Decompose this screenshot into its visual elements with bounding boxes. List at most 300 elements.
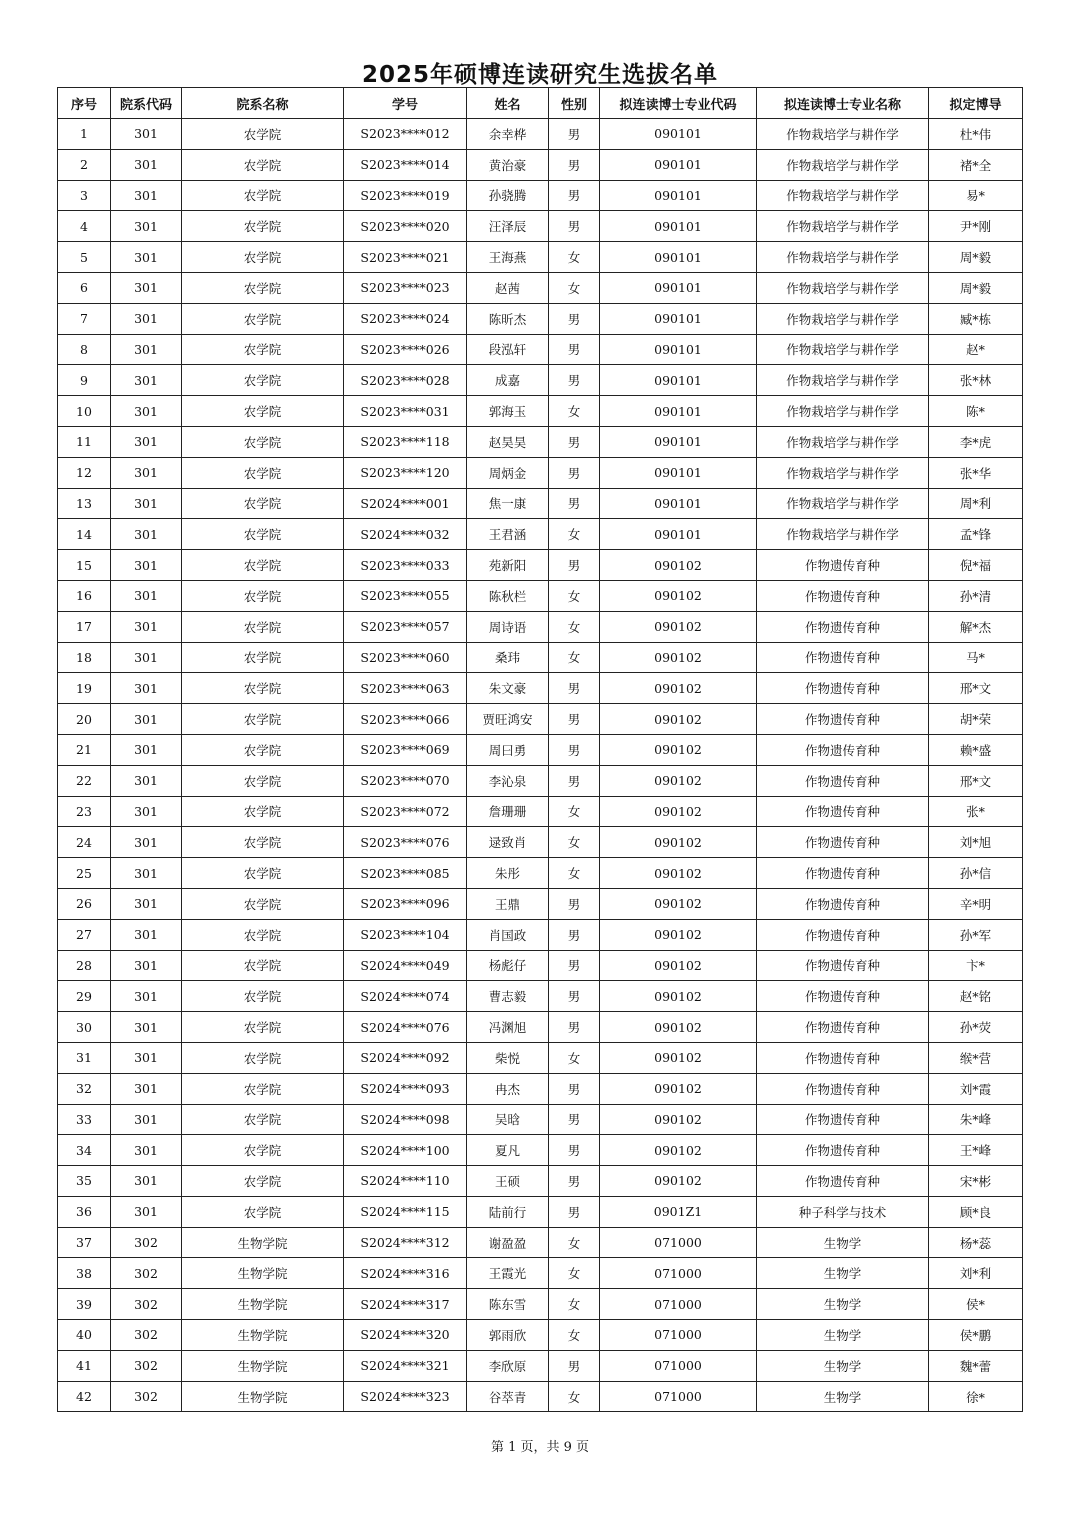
col-major-name-cell: 作物遗传育种: [757, 580, 929, 611]
col-index-cell: 29: [58, 981, 111, 1012]
col-supervisor-cell: 侯*: [929, 1289, 1023, 1320]
col-gender-cell: 男: [549, 149, 600, 180]
col-dept-code-cell: 301: [111, 1166, 182, 1197]
table-row: [58, 1381, 1023, 1412]
col-index-cell: 17: [58, 611, 111, 642]
col-gender-cell: 男: [549, 950, 600, 981]
col-index-cell: 34: [58, 1135, 111, 1166]
col-gender-cell: 男: [549, 981, 600, 1012]
col-name-cell: 陈秋栏: [467, 580, 549, 611]
col-major-name-cell: 作物遗传育种: [757, 550, 929, 581]
col-dept-code-cell: 301: [111, 858, 182, 889]
table-row: [58, 888, 1023, 919]
col-major-name-cell: 作物遗传育种: [757, 611, 929, 642]
col-dept-code-cell: 301: [111, 827, 182, 858]
col-major-code-cell: 090102: [600, 796, 757, 827]
col-student-id-cell: S2023****057: [344, 611, 467, 642]
col-supervisor-cell: 张*: [929, 796, 1023, 827]
col-dept-name-cell: 农学院: [182, 950, 344, 981]
col-dept-name-cell: 农学院: [182, 1166, 344, 1197]
col-dept-name-cell: 农学院: [182, 396, 344, 427]
table-row: [58, 981, 1023, 1012]
col-student-id-cell: S2023****012: [344, 119, 467, 150]
col-major-name-cell: 作物遗传育种: [757, 796, 929, 827]
table-row: [58, 1166, 1023, 1197]
col-major-code-cell: 090102: [600, 1104, 757, 1135]
col-index-cell: 31: [58, 1042, 111, 1073]
col-dept-code-cell: 301: [111, 1042, 182, 1073]
col-gender-cell: 男: [549, 365, 600, 396]
col-index-cell: 16: [58, 580, 111, 611]
col-supervisor-cell: 孙*清: [929, 580, 1023, 611]
col-dept-code-cell: 301: [111, 642, 182, 673]
col-dept-code-cell: 301: [111, 765, 182, 796]
col-major-code-cell: 090102: [600, 550, 757, 581]
col-student-id-cell: S2024****320: [344, 1320, 467, 1351]
col-major-name-cell: 作物栽培学与耕作学: [757, 457, 929, 488]
col-major-name-cell: 作物栽培学与耕作学: [757, 396, 929, 427]
col-index-cell: 33: [58, 1104, 111, 1135]
col-major-name-cell: 作物栽培学与耕作学: [757, 242, 929, 273]
col-index-cell: 41: [58, 1350, 111, 1381]
col-student-id-cell: S2023****104: [344, 919, 467, 950]
col-major-name-cell: 作物遗传育种: [757, 919, 929, 950]
col-dept-name-cell: 农学院: [182, 1012, 344, 1043]
col-name-cell: 朱彤: [467, 858, 549, 889]
col-supervisor-cell: 臧*栋: [929, 303, 1023, 334]
col-major-name-cell: 作物栽培学与耕作学: [757, 119, 929, 150]
table-row: [58, 704, 1023, 735]
col-index-cell: 6: [58, 272, 111, 303]
col-dept-code-cell: 302: [111, 1258, 182, 1289]
col-gender-cell: 男: [549, 550, 600, 581]
col-dept-code-cell: 301: [111, 1012, 182, 1043]
col-name-cell: 赵昊昊: [467, 426, 549, 457]
col-dept-name-cell: 农学院: [182, 858, 344, 889]
col-dept-code-cell: 302: [111, 1350, 182, 1381]
col-dept-name-cell: 农学院: [182, 796, 344, 827]
col-index-cell: 27: [58, 919, 111, 950]
col-dept-name-cell: 农学院: [182, 642, 344, 673]
col-supervisor-cell: 邢*文: [929, 765, 1023, 796]
col-gender-cell: 男: [549, 1166, 600, 1197]
table-row: [58, 642, 1023, 673]
col-major-code-cell: 090102: [600, 827, 757, 858]
col-index-cell: 38: [58, 1258, 111, 1289]
col-dept-code-cell: 301: [111, 272, 182, 303]
col-supervisor-cell: 易*: [929, 180, 1023, 211]
col-dept-name-cell: 农学院: [182, 119, 344, 150]
col-index-cell: 19: [58, 673, 111, 704]
col-supervisor-cell: 倪*福: [929, 550, 1023, 581]
col-dept-name-cell: 农学院: [182, 180, 344, 211]
col-name-cell: 陆前行: [467, 1196, 549, 1227]
col-major-code-cell: 090102: [600, 580, 757, 611]
col-name-cell: 王海燕: [467, 242, 549, 273]
col-major-code-cell: 090102: [600, 950, 757, 981]
col-gender-cell: 女: [549, 796, 600, 827]
col-dept-code-cell: 301: [111, 796, 182, 827]
header-col-dept-code: 院系代码: [111, 88, 182, 119]
col-major-code-cell: 090101: [600, 334, 757, 365]
col-name-cell: 周诗语: [467, 611, 549, 642]
col-supervisor-cell: 刘*旭: [929, 827, 1023, 858]
document-title: 2025年硕博连读研究生选拔名单: [361, 62, 718, 88]
col-dept-code-cell: 301: [111, 1073, 182, 1104]
col-dept-name-cell: 农学院: [182, 303, 344, 334]
table-row: [58, 1196, 1023, 1227]
col-student-id-cell: S2024****321: [344, 1350, 467, 1381]
col-index-cell: 35: [58, 1166, 111, 1197]
col-major-code-cell: 090101: [600, 180, 757, 211]
col-supervisor-cell: 解*杰: [929, 611, 1023, 642]
col-index-cell: 42: [58, 1381, 111, 1412]
col-index-cell: 9: [58, 365, 111, 396]
col-name-cell: 孙骁腾: [467, 180, 549, 211]
table-row: [58, 1320, 1023, 1351]
col-student-id-cell: S2023****024: [344, 303, 467, 334]
col-student-id-cell: S2024****074: [344, 981, 467, 1012]
col-major-name-cell: 生物学: [757, 1258, 929, 1289]
col-gender-cell: 男: [549, 919, 600, 950]
table-row: [58, 119, 1023, 150]
col-major-name-cell: 生物学: [757, 1289, 929, 1320]
table-row: [58, 303, 1023, 334]
col-name-cell: 逯致肖: [467, 827, 549, 858]
col-major-name-cell: 作物遗传育种: [757, 1073, 929, 1104]
col-dept-name-cell: 农学院: [182, 1104, 344, 1135]
col-supervisor-cell: 尹*刚: [929, 211, 1023, 242]
col-dept-code-cell: 301: [111, 919, 182, 950]
col-student-id-cell: S2023****031: [344, 396, 467, 427]
col-dept-name-cell: 农学院: [182, 1135, 344, 1166]
col-name-cell: 李沁泉: [467, 765, 549, 796]
col-major-name-cell: 生物学: [757, 1350, 929, 1381]
col-index-cell: 11: [58, 426, 111, 457]
col-gender-cell: 男: [549, 1135, 600, 1166]
col-dept-code-cell: 301: [111, 149, 182, 180]
col-index-cell: 10: [58, 396, 111, 427]
col-name-cell: 郭雨欣: [467, 1320, 549, 1351]
col-student-id-cell: S2024****317: [344, 1289, 467, 1320]
col-dept-name-cell: 农学院: [182, 519, 344, 550]
col-major-code-cell: 090102: [600, 611, 757, 642]
table-row: [58, 1350, 1023, 1381]
col-student-id-cell: S2023****060: [344, 642, 467, 673]
col-supervisor-cell: 孙*荧: [929, 1012, 1023, 1043]
col-major-code-cell: 090102: [600, 858, 757, 889]
page-footer: 第 1 页，共 9 页: [490, 1440, 590, 1455]
col-student-id-cell: S2023****020: [344, 211, 467, 242]
col-dept-code-cell: 301: [111, 396, 182, 427]
col-gender-cell: 男: [549, 888, 600, 919]
col-student-id-cell: S2024****092: [344, 1042, 467, 1073]
col-index-cell: 32: [58, 1073, 111, 1104]
col-gender-cell: 男: [549, 1012, 600, 1043]
col-dept-name-cell: 农学院: [182, 488, 344, 519]
col-student-id-cell: S2024****093: [344, 1073, 467, 1104]
col-dept-code-cell: 302: [111, 1289, 182, 1320]
col-index-cell: 8: [58, 334, 111, 365]
col-major-name-cell: 作物遗传育种: [757, 981, 929, 1012]
col-name-cell: 杨彪仔: [467, 950, 549, 981]
table-row: [58, 488, 1023, 519]
col-dept-name-cell: 农学院: [182, 334, 344, 365]
header-col-index: 序号: [58, 88, 111, 119]
col-index-cell: 21: [58, 734, 111, 765]
col-major-name-cell: 作物栽培学与耕作学: [757, 334, 929, 365]
table-row: [58, 1135, 1023, 1166]
col-dept-name-cell: 农学院: [182, 673, 344, 704]
col-major-name-cell: 作物遗传育种: [757, 950, 929, 981]
col-gender-cell: 女: [549, 642, 600, 673]
col-major-name-cell: 作物遗传育种: [757, 1135, 929, 1166]
col-major-name-cell: 种子科学与技术: [757, 1196, 929, 1227]
col-gender-cell: 女: [549, 1381, 600, 1412]
col-gender-cell: 男: [549, 1196, 600, 1227]
table-row: [58, 673, 1023, 704]
table-row: [58, 858, 1023, 889]
col-dept-code-cell: 301: [111, 550, 182, 581]
col-dept-code-cell: 301: [111, 611, 182, 642]
col-dept-code-cell: 301: [111, 457, 182, 488]
col-index-cell: 13: [58, 488, 111, 519]
col-dept-name-cell: 生物学院: [182, 1320, 344, 1351]
col-major-name-cell: 作物栽培学与耕作学: [757, 519, 929, 550]
col-major-code-cell: 090102: [600, 734, 757, 765]
col-major-code-cell: 071000: [600, 1227, 757, 1258]
table-row: [58, 796, 1023, 827]
col-name-cell: 汪泽辰: [467, 211, 549, 242]
col-supervisor-cell: 侯*鹏: [929, 1320, 1023, 1351]
col-major-name-cell: 作物遗传育种: [757, 673, 929, 704]
col-dept-name-cell: 农学院: [182, 704, 344, 735]
col-major-code-cell: 071000: [600, 1258, 757, 1289]
col-gender-cell: 女: [549, 611, 600, 642]
table-row: [58, 734, 1023, 765]
table-row: [58, 1289, 1023, 1320]
col-name-cell: 谢盈盈: [467, 1227, 549, 1258]
col-dept-code-cell: 301: [111, 1196, 182, 1227]
table-row: [58, 1227, 1023, 1258]
table-row: [58, 1042, 1023, 1073]
col-dept-code-cell: 301: [111, 334, 182, 365]
table-row: [58, 365, 1023, 396]
col-student-id-cell: S2023****120: [344, 457, 467, 488]
col-student-id-cell: S2024****316: [344, 1258, 467, 1289]
col-gender-cell: 女: [549, 580, 600, 611]
col-supervisor-cell: 张*华: [929, 457, 1023, 488]
col-gender-cell: 男: [549, 303, 600, 334]
col-major-code-cell: 0901Z1: [600, 1196, 757, 1227]
col-student-id-cell: S2023****076: [344, 827, 467, 858]
col-gender-cell: 男: [549, 765, 600, 796]
col-dept-code-cell: 301: [111, 1104, 182, 1135]
table-row: [58, 211, 1023, 242]
col-gender-cell: 男: [549, 426, 600, 457]
col-student-id-cell: S2024****323: [344, 1381, 467, 1412]
col-dept-name-cell: 农学院: [182, 765, 344, 796]
col-dept-name-cell: 农学院: [182, 827, 344, 858]
col-index-cell: 15: [58, 550, 111, 581]
col-name-cell: 詹珊珊: [467, 796, 549, 827]
col-student-id-cell: S2023****023: [344, 272, 467, 303]
col-student-id-cell: S2023****069: [344, 734, 467, 765]
col-name-cell: 王硕: [467, 1166, 549, 1197]
col-dept-code-cell: 301: [111, 180, 182, 211]
col-dept-code-cell: 301: [111, 704, 182, 735]
col-supervisor-cell: 魏*蕾: [929, 1350, 1023, 1381]
col-dept-name-cell: 农学院: [182, 1042, 344, 1073]
col-supervisor-cell: 赵*铭: [929, 981, 1023, 1012]
table-row: [58, 149, 1023, 180]
col-name-cell: 焦一康: [467, 488, 549, 519]
col-gender-cell: 男: [549, 1073, 600, 1104]
header-col-major-code: 拟连读博士专业代码: [600, 88, 757, 119]
col-gender-cell: 女: [549, 242, 600, 273]
col-name-cell: 谷萃青: [467, 1381, 549, 1412]
col-dept-name-cell: 农学院: [182, 1196, 344, 1227]
col-supervisor-cell: 赵*: [929, 334, 1023, 365]
col-dept-name-cell: 农学院: [182, 149, 344, 180]
col-name-cell: 夏凡: [467, 1135, 549, 1166]
col-student-id-cell: S2023****028: [344, 365, 467, 396]
col-dept-name-cell: 农学院: [182, 242, 344, 273]
table-row: [58, 550, 1023, 581]
col-name-cell: 冯渊旭: [467, 1012, 549, 1043]
col-dept-code-cell: 301: [111, 580, 182, 611]
col-major-name-cell: 作物遗传育种: [757, 888, 929, 919]
col-supervisor-cell: 周*利: [929, 488, 1023, 519]
col-dept-name-cell: 农学院: [182, 1073, 344, 1104]
col-dept-name-cell: 生物学院: [182, 1258, 344, 1289]
col-gender-cell: 男: [549, 704, 600, 735]
col-name-cell: 肖国政: [467, 919, 549, 950]
header-col-student-id: 学号: [344, 88, 467, 119]
col-major-name-cell: 作物遗传育种: [757, 1104, 929, 1135]
col-dept-code-cell: 301: [111, 734, 182, 765]
col-name-cell: 余幸桦: [467, 119, 549, 150]
col-dept-name-cell: 农学院: [182, 888, 344, 919]
col-student-id-cell: S2024****049: [344, 950, 467, 981]
col-dept-code-cell: 302: [111, 1320, 182, 1351]
col-supervisor-cell: 杜*伟: [929, 119, 1023, 150]
col-gender-cell: 男: [549, 119, 600, 150]
col-gender-cell: 女: [549, 1320, 600, 1351]
col-dept-name-cell: 农学院: [182, 211, 344, 242]
col-major-code-cell: 090102: [600, 1166, 757, 1197]
col-major-name-cell: 作物栽培学与耕作学: [757, 211, 929, 242]
table-row: [58, 457, 1023, 488]
col-dept-code-cell: 301: [111, 119, 182, 150]
col-dept-name-cell: 农学院: [182, 734, 344, 765]
col-student-id-cell: S2023****063: [344, 673, 467, 704]
col-major-code-cell: 090102: [600, 673, 757, 704]
col-name-cell: 苑新阳: [467, 550, 549, 581]
col-index-cell: 24: [58, 827, 111, 858]
col-supervisor-cell: 孙*军: [929, 919, 1023, 950]
col-supervisor-cell: 宋*彬: [929, 1166, 1023, 1197]
table-row: [58, 827, 1023, 858]
table-row: [58, 1104, 1023, 1135]
col-name-cell: 陈东雪: [467, 1289, 549, 1320]
col-major-name-cell: 作物遗传育种: [757, 704, 929, 735]
header-col-dept-name: 院系名称: [182, 88, 344, 119]
col-index-cell: 39: [58, 1289, 111, 1320]
col-dept-name-cell: 生物学院: [182, 1350, 344, 1381]
col-major-code-cell: 090102: [600, 642, 757, 673]
col-major-code-cell: 090101: [600, 211, 757, 242]
col-major-code-cell: 071000: [600, 1381, 757, 1412]
col-student-id-cell: S2023****118: [344, 426, 467, 457]
col-supervisor-cell: 陈*: [929, 396, 1023, 427]
col-student-id-cell: S2023****014: [344, 149, 467, 180]
col-name-cell: 周炳金: [467, 457, 549, 488]
col-dept-code-cell: 301: [111, 888, 182, 919]
col-index-cell: 7: [58, 303, 111, 334]
table-row: [58, 950, 1023, 981]
col-gender-cell: 女: [549, 272, 600, 303]
col-gender-cell: 女: [549, 1258, 600, 1289]
col-major-name-cell: 作物遗传育种: [757, 827, 929, 858]
col-dept-name-cell: 生物学院: [182, 1381, 344, 1412]
col-major-code-cell: 090102: [600, 1012, 757, 1043]
col-dept-name-cell: 农学院: [182, 919, 344, 950]
col-gender-cell: 男: [549, 457, 600, 488]
table-header-row: [58, 88, 1023, 119]
col-gender-cell: 女: [549, 1289, 600, 1320]
col-supervisor-cell: 卞*: [929, 950, 1023, 981]
col-index-cell: 28: [58, 950, 111, 981]
col-name-cell: 赵茜: [467, 272, 549, 303]
col-major-code-cell: 090101: [600, 119, 757, 150]
col-gender-cell: 男: [549, 211, 600, 242]
col-gender-cell: 女: [549, 1227, 600, 1258]
col-gender-cell: 男: [549, 734, 600, 765]
col-supervisor-cell: 周*毅: [929, 242, 1023, 273]
col-student-id-cell: S2024****312: [344, 1227, 467, 1258]
col-major-code-cell: 090101: [600, 426, 757, 457]
table-row: [58, 1073, 1023, 1104]
col-gender-cell: 女: [549, 858, 600, 889]
col-name-cell: 冉杰: [467, 1073, 549, 1104]
col-gender-cell: 女: [549, 519, 600, 550]
col-index-cell: 23: [58, 796, 111, 827]
col-index-cell: 26: [58, 888, 111, 919]
table-row: [58, 334, 1023, 365]
col-dept-code-cell: 301: [111, 365, 182, 396]
col-name-cell: 周曰勇: [467, 734, 549, 765]
col-major-name-cell: 生物学: [757, 1227, 929, 1258]
col-major-code-cell: 090101: [600, 457, 757, 488]
col-student-id-cell: S2023****055: [344, 580, 467, 611]
col-dept-code-cell: 301: [111, 981, 182, 1012]
table-row: [58, 580, 1023, 611]
col-index-cell: 37: [58, 1227, 111, 1258]
col-dept-name-cell: 农学院: [182, 426, 344, 457]
col-student-id-cell: S2023****033: [344, 550, 467, 581]
col-student-id-cell: S2024****001: [344, 488, 467, 519]
col-name-cell: 段泓轩: [467, 334, 549, 365]
col-name-cell: 贾旺鸿安: [467, 704, 549, 735]
col-name-cell: 柴悦: [467, 1042, 549, 1073]
col-major-name-cell: 作物遗传育种: [757, 734, 929, 765]
col-index-cell: 18: [58, 642, 111, 673]
col-student-id-cell: S2023****019: [344, 180, 467, 211]
col-supervisor-cell: 杨*蕊: [929, 1227, 1023, 1258]
col-index-cell: 22: [58, 765, 111, 796]
col-dept-code-cell: 301: [111, 488, 182, 519]
